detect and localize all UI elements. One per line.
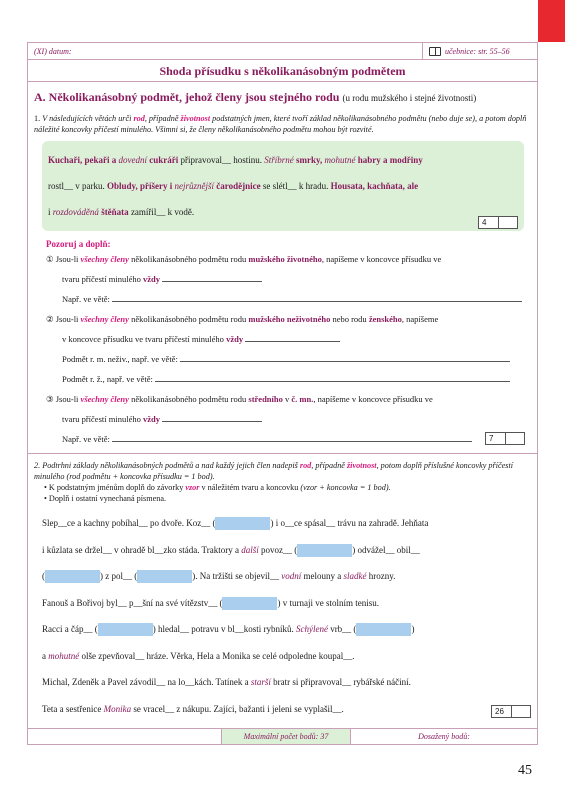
observe-heading: Pozoruj a doplň: xyxy=(46,239,111,249)
header-bar xyxy=(28,43,537,60)
task-1-instructions: 1. V následujících větách urči rod, případně životnost podstatných jmen, které tvoří základ několikanásobného podmětu (nebo duje se), a potom doplň náležité koncovky příčestí minulého. Všimni si, že členy několikanásobného podmětu mohou být rozvité. xyxy=(34,114,527,134)
section-a-heading: A. Několikanásobný podmět, jehož členy jsou stejného rodu (u rodu mužského i stejné životnosti) xyxy=(34,90,477,104)
answer-line[interactable] xyxy=(162,281,262,282)
rule-3: ③ Jsou-li všechny členy několikanásobného podmětu rodu středního v č. mn., napíšeme v koncovce přísudku ve tvaru příčestí minulého vždy Např. ve větě: 7 xyxy=(46,389,531,449)
answer-line[interactable] xyxy=(245,341,340,342)
answer-box[interactable] xyxy=(297,544,352,557)
exercise-line-1[interactable]: Slep__ce a kachny pobíhal__ po dvoře. Koz__ ( ) i o__ce spásal__ trávu na zahradě. Jehňata xyxy=(42,510,531,537)
task-2-bullet-2: • Doplň i ostatní vynechaná písmena. xyxy=(44,494,167,503)
footer-bar xyxy=(28,728,537,744)
example-line[interactable] xyxy=(112,301,522,302)
answer-line[interactable] xyxy=(162,421,262,422)
textbook-ref xyxy=(422,43,537,59)
example-line[interactable] xyxy=(180,361,510,362)
score-box-task-2[interactable]: 26 xyxy=(491,705,531,718)
score-box-task-1a[interactable]: 4 xyxy=(478,216,518,229)
exercise-line-4[interactable]: Fanouš a Bořivoj byl__ p__šní na své vítězstv__ ( ) v turnaji ve stolním tenisu. xyxy=(42,590,531,617)
exercise-line-8[interactable]: Teta a sestřenice Monika se vracel__ z nákupu. Zajíci, bažanti i jeleni se vyplašil__. xyxy=(42,703,344,714)
max-points: Maximální počet bodů: 37 xyxy=(221,729,351,744)
score-box-task-1b[interactable]: 7 xyxy=(485,432,525,445)
date-label: (XI) datum: xyxy=(34,47,72,56)
corner-tab xyxy=(538,0,565,42)
task-2 xyxy=(28,454,537,728)
exercise-line-7[interactable]: Michal, Zdeněk a Pavel závodil__ na lo__kách. Tatínek a starší bratr si připravoval__ rybářské náčiní. xyxy=(42,677,411,687)
task-2-exercise xyxy=(42,510,531,722)
textbook-ref-text: učebnice: str. 55–56 xyxy=(445,46,510,56)
rule-1: ① Jsou-li všechny členy několikanásobného podmětu rodu mužského životného, napíšeme v koncovce přísudku ve tvaru příčestí minulého vždy Např. ve větě: xyxy=(46,249,531,309)
example-line[interactable] xyxy=(155,381,510,382)
answer-box[interactable] xyxy=(137,570,192,583)
exercise-line-3[interactable]: ( ) z pol__ ( ). Na tržišti se objevil__ vodní melouny a sladké hrozny. xyxy=(42,563,531,590)
rule-2: ② Jsou-li všechny členy několikanásobného podmětu rodu mužského neživotného nebo rodu ženského, napíšeme v koncovce přísudku ve tvaru příčestí minulého vždy Podmět r. m. neživ., např. ve větě: Podmět r. ž., např. ve větě: xyxy=(46,309,531,389)
achieved-points[interactable]: Dosažený bodů: xyxy=(418,732,470,741)
task-2-bullet-1: • K podstatným jménům doplň do závorky vzor v náležitém tvaru a koncovku (vzor + koncovka = 1 bod). xyxy=(44,483,391,492)
answer-box[interactable] xyxy=(215,517,270,530)
section-a-subheading: (u rodu mužského i stejné životnosti) xyxy=(342,93,477,103)
answer-box[interactable] xyxy=(356,623,411,636)
sentence-line-1[interactable]: Kuchaři, pekaři a dovední cukráři připravoval__ hostinu. Stříbrné smrky, mohutné habry a modřiny xyxy=(48,155,423,165)
page-title: Shoda přísudku s několikanásobným podmětem xyxy=(28,60,537,82)
task-1-sentences xyxy=(42,141,524,231)
answer-box[interactable] xyxy=(222,597,277,610)
answer-box[interactable] xyxy=(98,623,153,636)
section-a xyxy=(28,82,537,449)
exercise-line-5[interactable]: Racci a čáp__ ( ) hledal__ potravu v bl__kosti rybníků. Schýlené vrb__ ( ) xyxy=(42,616,531,643)
exercise-line-2[interactable]: i kůzlata se držel__ v ohradě bl__zko stáda. Traktory a další povoz__ ( ) odvážel__ obil__ xyxy=(42,537,531,564)
sentence-line-3[interactable]: i rozdováděná štěňata zamířil__ k vodě. xyxy=(48,207,195,217)
page-number: 45 xyxy=(518,763,532,778)
book-icon xyxy=(429,47,441,56)
sentence-line-2[interactable]: rostl__ v parku. Obludy, příšery i nejrůznější čarodějnice se slétl__ k hradu. Housata, kachňata, ale xyxy=(48,181,419,191)
worksheet-frame xyxy=(27,42,538,745)
example-line[interactable] xyxy=(112,441,472,442)
exercise-line-6[interactable]: a mohutné olše zpevňoval__ hráze. Věrka, Hela a Monika se celé odpoledne koupal__. xyxy=(42,650,355,661)
answer-box[interactable] xyxy=(45,570,100,583)
task-2-instructions: 2. Podtrhni základy několikanásobných podmětů a nad každý jejich člen nadepiš rod, případně životnost, potom doplň příslušné koncovky příčestí minulého (rod podmětu + koncovka přísudku = 1 bod). xyxy=(34,461,513,481)
